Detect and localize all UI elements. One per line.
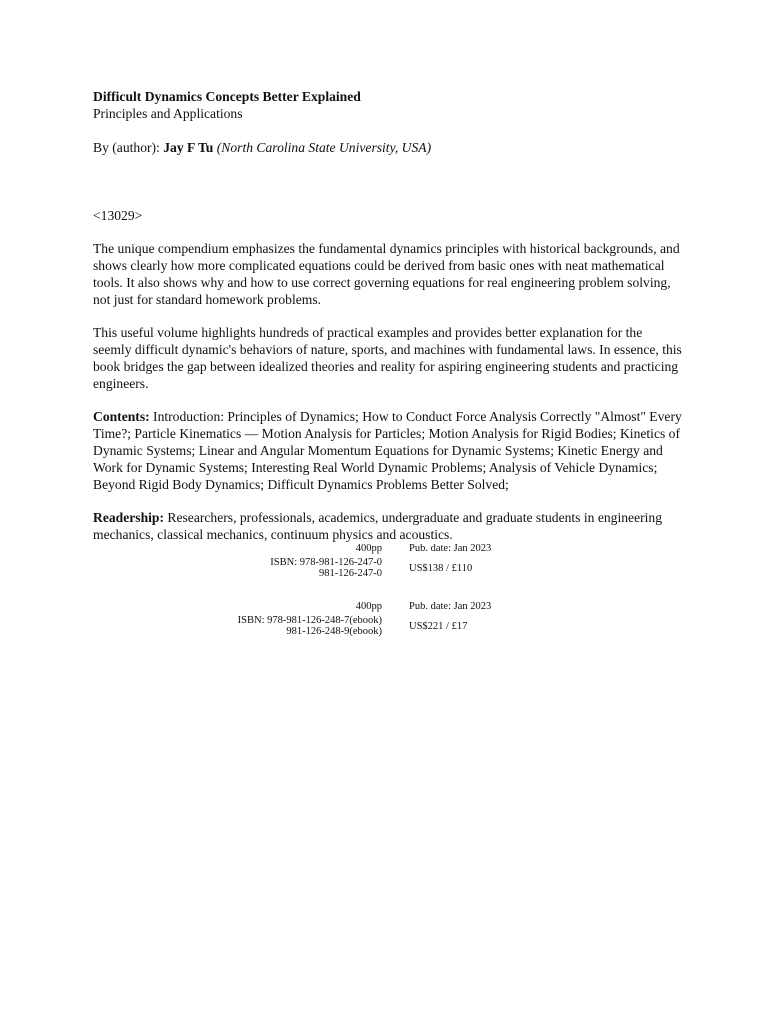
author-affiliation: (North Carolina State University, USA)	[216, 140, 432, 155]
format-1-isbn13: ISBN: 978-981-126-247-0	[270, 557, 382, 568]
format-2-pages: 400pp	[355, 601, 382, 612]
author-line	[93, 139, 683, 156]
format-2-pub-date: Pub. date: Jan 2023	[409, 601, 492, 612]
author-name: Jay F Tu	[163, 140, 214, 155]
format-2-price: US$221 / £17	[409, 621, 468, 632]
readership-label: Readership:	[93, 510, 164, 525]
description-paragraph-2: This useful volume highlights hundreds of practical examples and provides better explanation for the seemly difficult dynamic's behaviors of nature, sports, and machines with fundamental laws. In essence, this book bridges the gap between idealized theories and reality for aspiring engineering students and practicing engineers.	[93, 325, 682, 391]
contents-section	[93, 408, 683, 493]
format-1-pages: 400pp	[355, 543, 382, 554]
readership-text: Researchers, professionals, academics, undergraduate and graduate students in engineering mechanics, classical mechanics, continuum physics and acoustics.	[93, 510, 663, 542]
readership-section	[93, 509, 683, 543]
book-code: <13029>	[93, 208, 143, 223]
format-1-price: US$138 / £110	[409, 563, 473, 574]
format-1-pub-date: Pub. date: Jan 2023	[409, 543, 492, 554]
contents-label: Contents:	[93, 409, 150, 424]
format-2-isbn10: 981-126-248-9(ebook)	[286, 626, 382, 637]
book-title: Difficult Dynamics Concepts Better Explained	[93, 89, 361, 104]
description-paragraph-1: The unique compendium emphasizes the fundamental dynamics principles with historical backgrounds, and shows clearly how more complicated equations could be derived from basic ones with neat mathematical tools. It also shows why and how to use correct governing equations for real engineering problem solving, not just for standard homework problems.	[93, 241, 680, 307]
author-prefix: By (author):	[93, 140, 164, 155]
contents-text: Introduction: Principles of Dynamics; How to Conduct Force Analysis Correctly "Almost" Every Time?; Particle Kinematics — Motion Analysis for Particles; Motion Analysis for Rigid Bodies; Kinetics of Dynamic Systems; Linear and Angular Momentum Equations for Dynamic Systems; Kinetic Energy and Work for Dynamic Systems; Interesting Real World Dynamic Problems; Analysis of Vehicle Dynamics; Beyond Rigid Body Dynamics; Difficult Dynamics Problems Better Solved;	[93, 409, 682, 492]
format-1-isbn10: 981-126-247-0	[319, 568, 382, 579]
book-subtitle: Principles and Applications	[93, 106, 243, 121]
format-2-isbn13: ISBN: 978-981-126-248-7(ebook)	[237, 615, 382, 626]
